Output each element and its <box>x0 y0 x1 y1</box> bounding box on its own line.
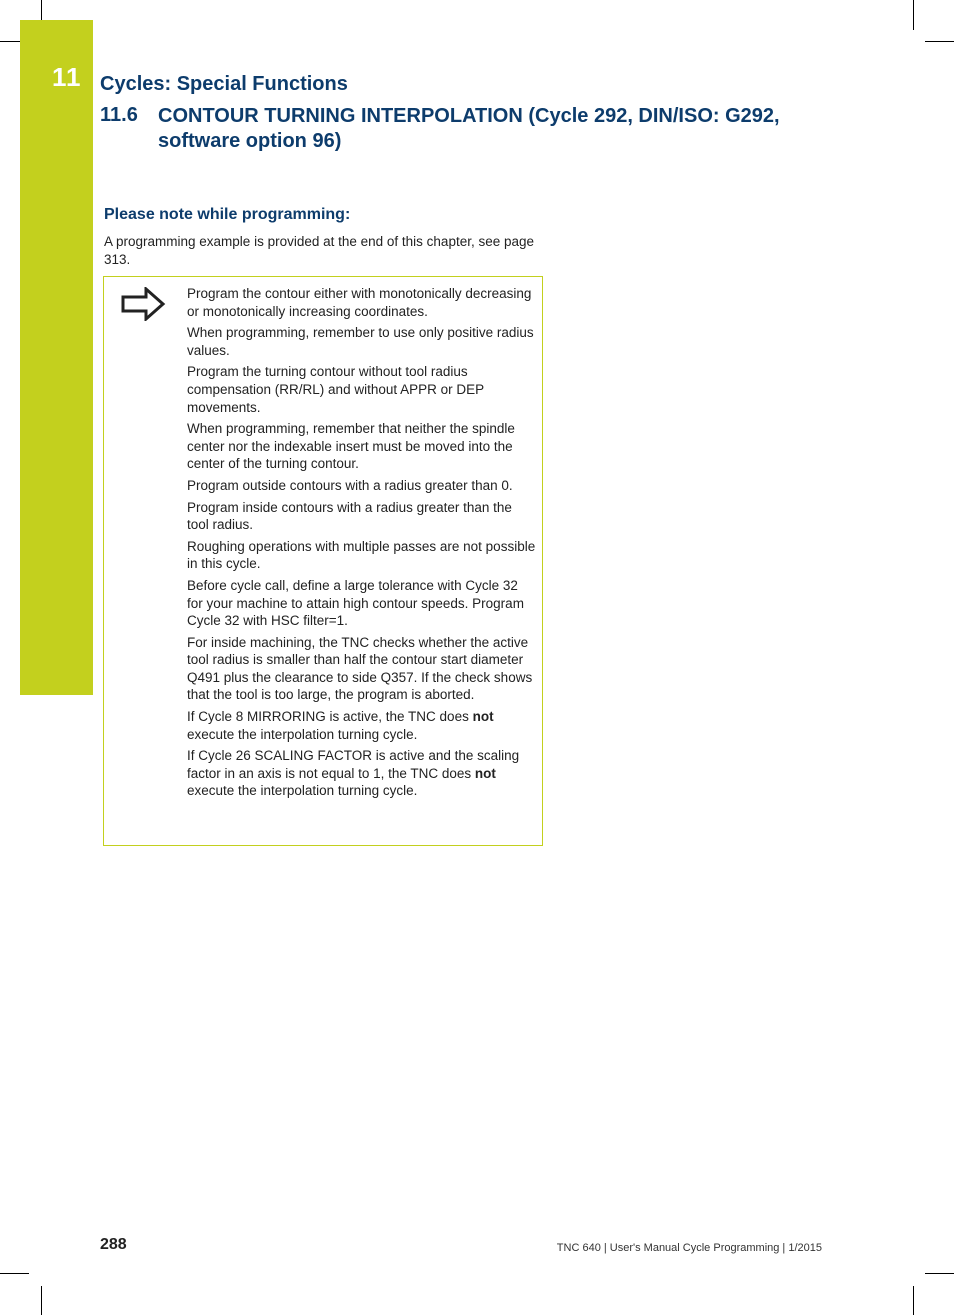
crop-mark <box>0 1273 29 1274</box>
sub-heading: Please note while programming: <box>104 206 351 223</box>
section-number: 11.6 <box>100 104 138 126</box>
note-item: Program outside contours with a radius greater than 0. <box>187 477 513 493</box>
chapter-title: Cycles: Special Functions <box>100 73 348 95</box>
page-number: 288 <box>100 1236 127 1253</box>
chapter-tab <box>20 20 93 695</box>
note-text: execute the interpolation turning cycle. <box>187 783 418 799</box>
note-emphasis: not <box>474 765 496 781</box>
note-item: When programming, remember that neither the spindle center nor the indexable insert must be moved into the center of the turning contour. <box>187 421 515 472</box>
crop-mark <box>913 0 914 30</box>
note-list <box>187 285 537 804</box>
arrow-right-icon <box>120 287 166 321</box>
section-title: CONTOUR TURNING INTERPOLATION (Cycle 292, DIN/ISO: G292, software option 96) <box>158 105 780 152</box>
crop-mark <box>41 1286 42 1315</box>
note-emphasis: not <box>472 709 494 725</box>
note-item: Program the contour either with monotonically decreasing or monotonically increasing coordinates. <box>187 286 532 319</box>
note-item: Roughing operations with multiple passes are not possible in this cycle. <box>187 538 536 572</box>
note-item: Before cycle call, define a large tolerance with Cycle 32 for your machine to attain high contour speeds. Program Cycle 32 with HSC filter=1. <box>187 577 524 629</box>
note-item <box>187 747 537 800</box>
note-item: Program inside contours with a radius greater than the tool radius. <box>187 499 512 533</box>
note-item: When programming, remember to use only positive radius values. <box>187 325 534 358</box>
crop-mark <box>41 0 42 20</box>
crop-mark <box>913 1286 914 1315</box>
note-item: Program the turning contour without tool radius compensation (RR/RL) and without APPR or DEP movements. <box>187 364 484 415</box>
note-item: For inside machining, the TNC checks whether the active tool radius is smaller than half the contour start diameter Q491 plus the clearance to side Q357. If the check shows that the tool is too large, the program is aborted. <box>187 634 533 703</box>
crop-mark <box>925 41 954 42</box>
note-item <box>187 708 537 743</box>
crop-mark <box>0 41 20 42</box>
note-text: If Cycle 8 MIRRORING is active, the TNC does <box>187 709 473 725</box>
footer-text: TNC 640 | User's Manual Cycle Programming | 1/2015 <box>556 1242 822 1254</box>
note-box <box>103 276 543 846</box>
note-text: If Cycle 26 SCALING FACTOR is active and the scaling factor in an axis is not equal to 1, the TNC does <box>187 748 520 781</box>
intro-paragraph: A programming example is provided at the end of this chapter, see page 313. <box>104 234 535 267</box>
crop-mark <box>925 1273 954 1274</box>
chapter-number: 11 <box>52 62 82 92</box>
note-text: execute the interpolation turning cycle. <box>187 726 418 742</box>
